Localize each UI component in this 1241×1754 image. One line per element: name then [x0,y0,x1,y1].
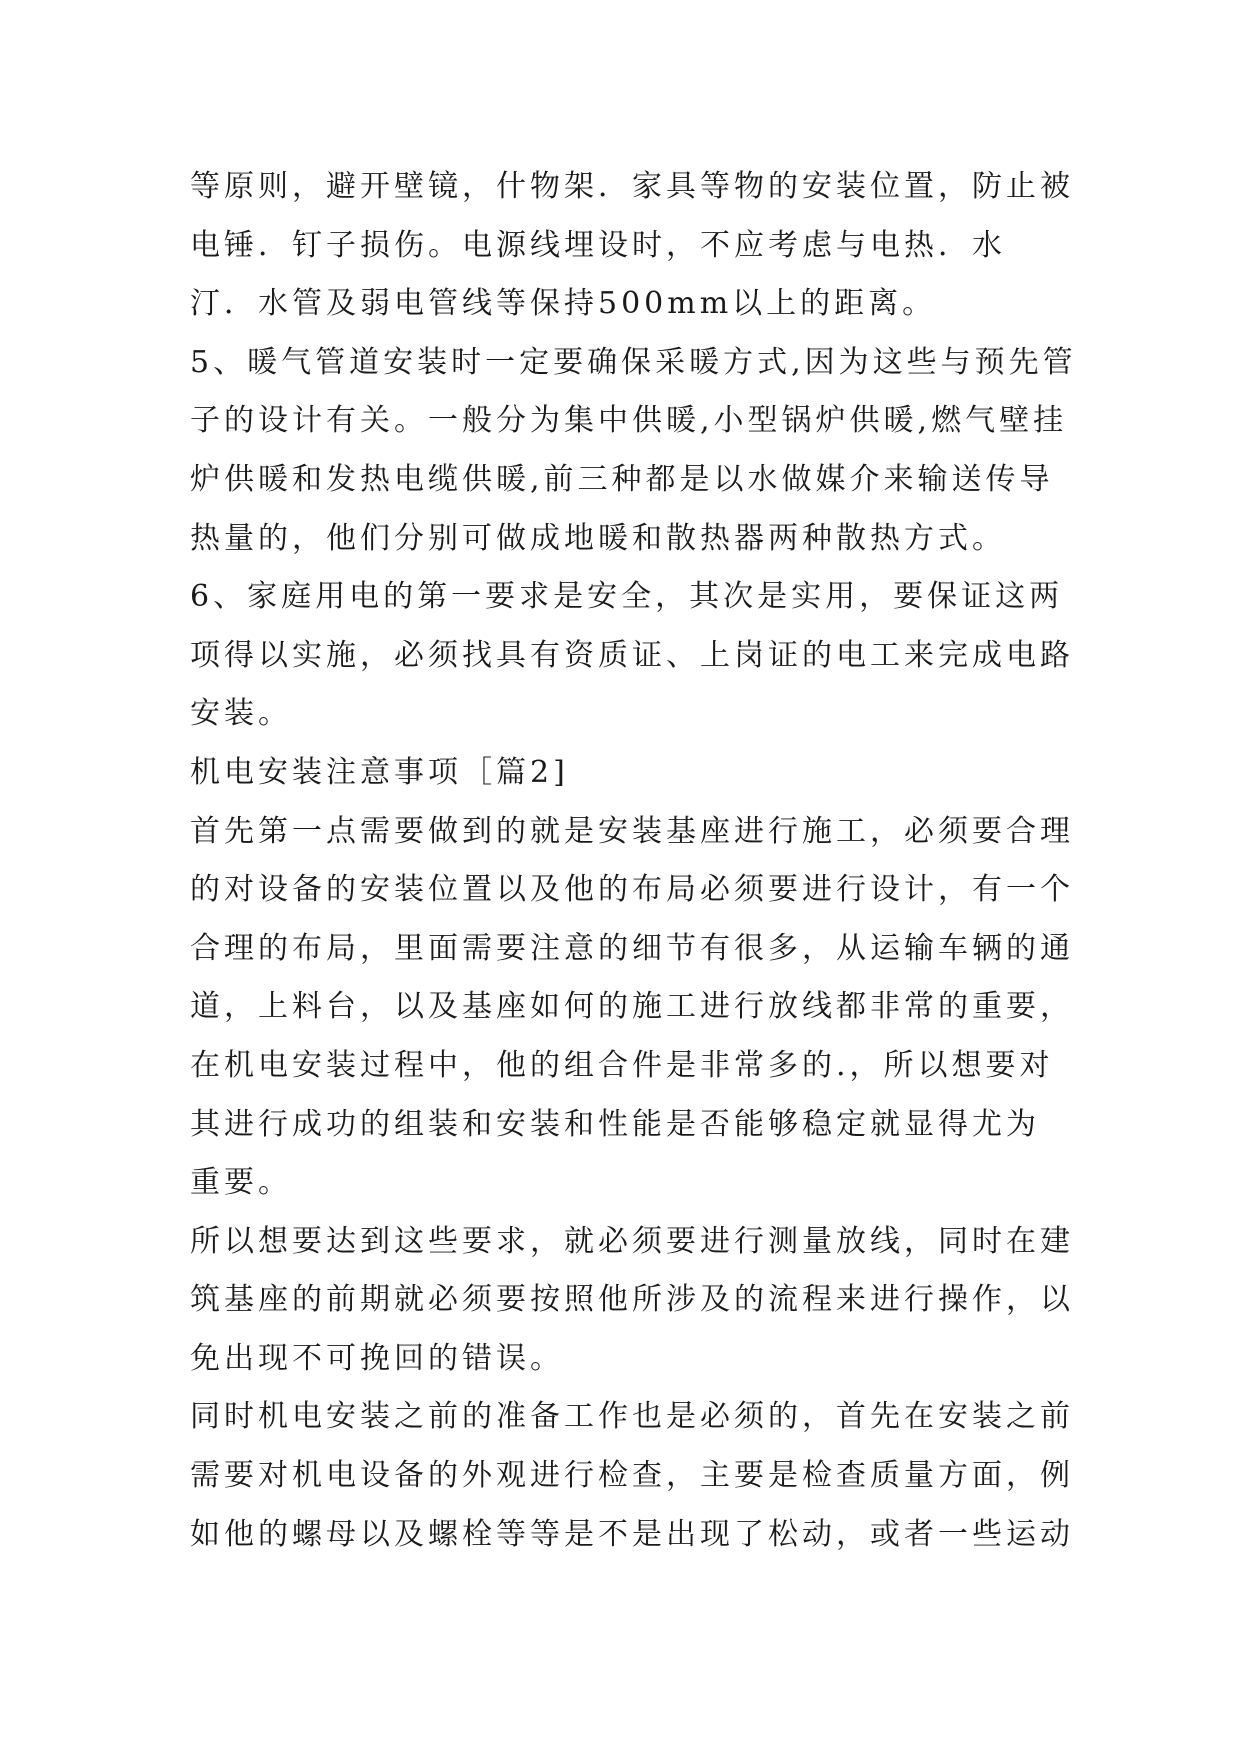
text-line: 所以想要达到这些要求，就必须要进行测量放线，同时在建 [190,1223,1074,1259]
text-line: 热量的，他们分别可做成地暖和散热器两种散热方式。 [190,520,1006,556]
text-line: 在机电安装过程中，他的组合件是非常多的.，所以想要对 [190,1047,1054,1083]
text-line: 5、暖气管道安装时一定要确保采暖方式,因为这些与预先管 [190,344,1077,380]
text-line: 6、家庭用电的第一要求是安全，其次是实用，要保证这两 [190,579,1064,615]
text-line: 合理的布局，里面需要注意的细节有很多，从运输车辆的通 [190,930,1074,966]
text-line: 子的设计有关。一般分为集中供暖,小型锅炉供暖,燃气壁挂 [190,403,1068,439]
text-line: 等原则，避开壁镜，什物架．家具等物的安装位置，防止被 [190,169,1074,204]
document-body [190,158,1077,1564]
text-line: 炉供暖和发热电缆供暖,前三种都是以水做媒介来输送传导 [190,461,1054,497]
text-line: 首先第一点需要做到的就是安装基座进行施工，必须要合理 [190,813,1074,849]
text-line: 安装。 [190,696,292,732]
section-heading: 机电安装注意事项［篇2] [190,754,569,790]
text-line: 电锤．钉子损伤。电源线埋设时，不应考虑与电热．水 [190,227,1006,263]
text-line: 其进行成功的组装和安装和性能是否能够稳定就显得尤为 [190,1106,1040,1142]
text-line: 道，上料台，以及基座如何的施工进行放线都非常的重要， [190,989,1074,1025]
text-line: 需要对机电设备的外观进行检查，主要是检查质量方面，例 [190,1458,1074,1494]
text-line: 的对设备的安装位置以及他的布局必须要进行设计，有一个 [190,872,1074,908]
text-line: 同时机电安装之前的准备工作也是必须的，首先在安装之前 [190,1399,1074,1435]
text-line: 如他的螺母以及螺栓等等是不是出现了松动，或者一些运动 [190,1516,1074,1552]
text-line: 筑基座的前期就必须要按照他所涉及的流程来进行操作，以 [190,1282,1074,1318]
text-line: 重要。 [190,1165,292,1201]
text-line: 项得以实施，必须找具有资质证、上岗证的电工来完成电路 [190,637,1074,673]
text-line: 免出现不可挽回的错误。 [190,1340,564,1376]
text-line: 汀．水管及弱电管线等保持500mm以上的距离。 [190,286,937,322]
